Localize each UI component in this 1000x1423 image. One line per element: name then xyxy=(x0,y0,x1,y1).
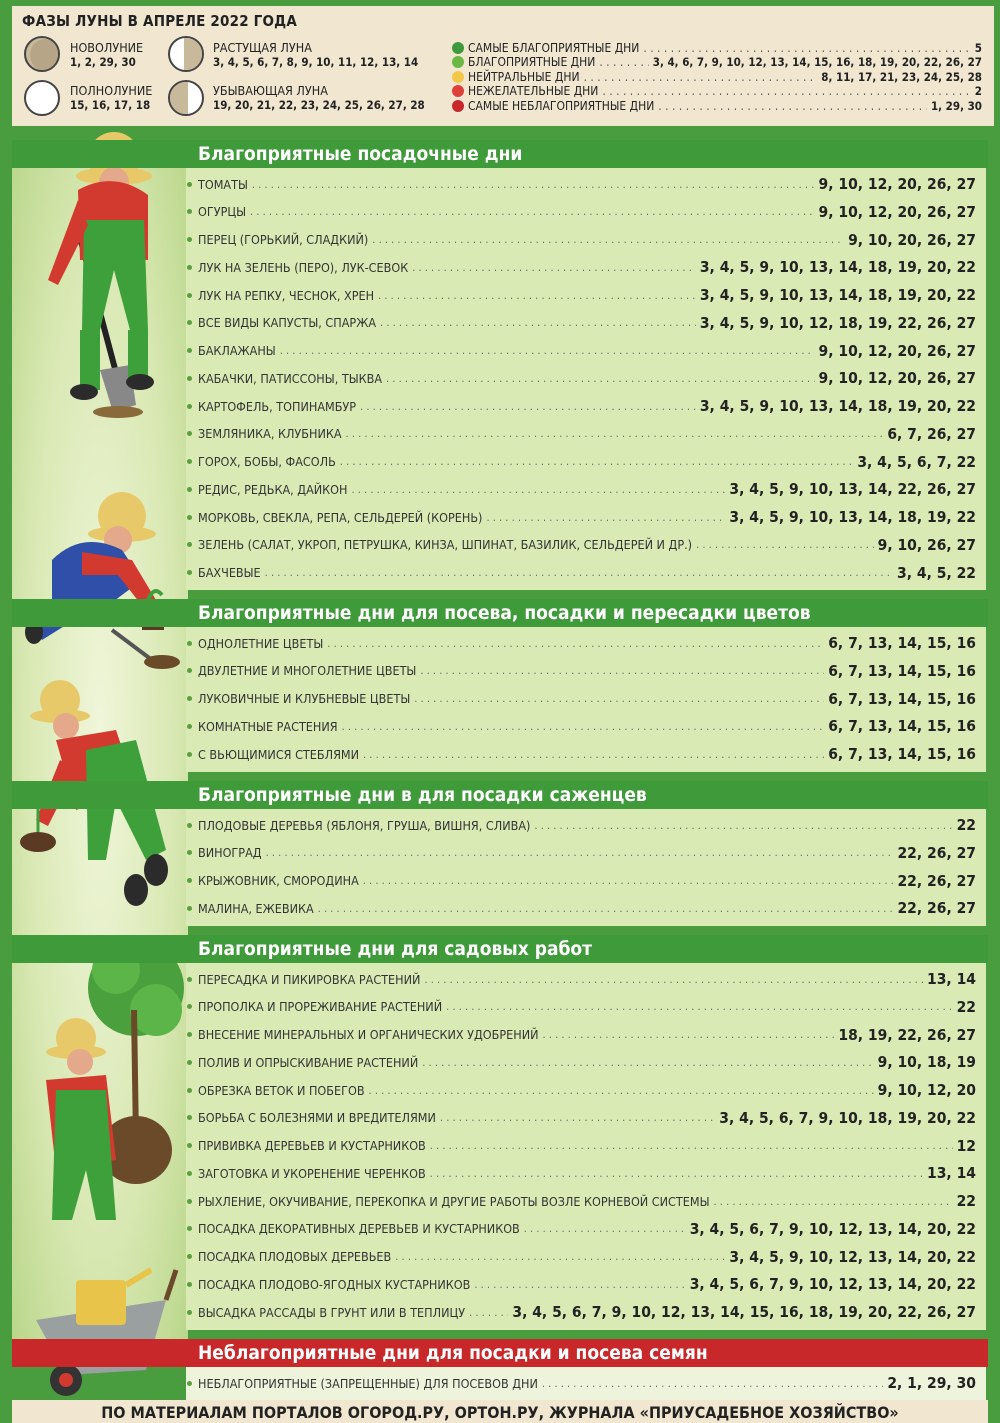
leader-dots xyxy=(543,1028,835,1041)
item-label: ПЛОДОВЫЕ ДЕРЕВЬЯ (ЯБЛОНЯ, ГРУША, ВИШНЯ, СЛИВА) xyxy=(198,817,531,833)
legend-value: 8, 11, 17, 21, 23, 24, 25, 28 xyxy=(821,69,982,84)
legend-value: 5 xyxy=(974,40,982,55)
gardener-planting-illustration xyxy=(22,490,187,680)
item-label: ВНЕСЕНИЕ МИНЕРАЛЬНЫХ И ОРГАНИЧЕСКИХ УДОБРЕНИЙ xyxy=(198,1027,539,1042)
bullet-icon xyxy=(187,1004,192,1009)
legend-value: 2 xyxy=(974,84,982,98)
list-item xyxy=(186,1104,976,1132)
item-days: 6, 7, 13, 14, 15, 16 xyxy=(828,634,976,652)
item-days: 3, 4, 5, 22 xyxy=(897,563,976,582)
legend-dot-icon xyxy=(452,42,464,54)
item-label: ДВУЛЕТНИЕ И МНОГОЛЕТНИЕ ЦВЕТЫ xyxy=(198,663,417,679)
legend-dot-icon xyxy=(452,71,464,83)
leader-dots xyxy=(424,973,923,986)
list-item xyxy=(186,475,976,503)
bullet-icon xyxy=(187,641,192,646)
list-item xyxy=(186,198,976,226)
list-item xyxy=(186,448,976,476)
list-item xyxy=(186,1132,976,1160)
illustration-panel xyxy=(12,140,188,1340)
phase-name: РАСТУЩАЯ ЛУНА xyxy=(213,40,312,55)
bullet-icon xyxy=(187,1088,192,1093)
item-days: 3, 4, 5, 6, 7, 9, 10, 12, 13, 14, 15, 16, 18, 19, 20, 22, 26, 27 xyxy=(512,1303,976,1321)
item-days: 3, 4, 5, 9, 10, 13, 14, 18, 19, 20, 22 xyxy=(699,397,976,415)
item-days: 3, 4, 5, 6, 7, 9, 10, 12, 13, 14, 20, 22 xyxy=(689,1275,976,1294)
item-days: 22, 26, 27 xyxy=(897,899,976,918)
bullet-icon xyxy=(187,237,192,242)
bullet-icon xyxy=(187,209,192,214)
legend-dot-icon xyxy=(452,100,464,112)
bullet-icon xyxy=(187,404,192,409)
legend-label: НЕЙТРАЛЬНЫЕ ДНИ xyxy=(468,69,580,84)
leader-dots xyxy=(318,902,894,915)
item-label: ПРОПОЛКА И ПРОРЕЖИВАНИЕ РАСТЕНИЙ xyxy=(198,999,443,1015)
leader-dots xyxy=(643,41,970,55)
bullet-icon xyxy=(187,752,192,757)
section-list xyxy=(186,809,986,926)
list-item xyxy=(186,867,976,895)
section-list xyxy=(186,627,986,772)
item-days: 22 xyxy=(956,816,976,834)
leader-dots xyxy=(252,178,815,191)
item-days: 2, 1, 29, 30 xyxy=(887,1374,976,1392)
item-label: ЗЕЛЕНЬ (САЛАТ, УКРОП, ПЕТРУШКА, КИНЗА, ШПИНАТ, БАЗИЛИК, СЕЛЬДЕРЕЙ И ДР.) xyxy=(198,537,693,553)
item-days: 9, 10, 12, 20, 26, 27 xyxy=(818,369,976,388)
leader-dots xyxy=(599,55,648,69)
section-header xyxy=(12,599,988,627)
leader-dots xyxy=(584,70,818,84)
section-header xyxy=(12,1339,988,1367)
leader-dots xyxy=(430,1167,923,1180)
list-item xyxy=(186,1159,976,1187)
legend-value: 3, 4, 6, 7, 9, 10, 12, 13, 14, 15, 16, 18, 19, 20, 22, 26, 27 xyxy=(652,55,982,69)
item-label: КОМНАТНЫЕ РАСТЕНИЯ xyxy=(198,718,338,734)
legend-label: НЕЖЕЛАТЕЛЬНЫЕ ДНИ xyxy=(468,84,599,98)
item-label: ОДНОЛЕТНИЕ ЦВЕТЫ xyxy=(198,635,324,651)
leader-dots xyxy=(714,1195,953,1208)
item-days: 3, 4, 5, 6, 7, 9, 10, 18, 19, 20, 22 xyxy=(719,1108,976,1127)
list-item xyxy=(186,1048,976,1076)
leader-dots xyxy=(542,1377,883,1390)
list-item xyxy=(186,1021,976,1049)
leader-dots xyxy=(524,1222,686,1235)
item-days: 3, 4, 5, 9, 10, 12, 13, 14, 20, 22 xyxy=(729,1247,976,1266)
bullet-icon xyxy=(187,265,192,270)
item-label: БАКЛАЖАНЫ xyxy=(198,343,276,358)
leader-dots xyxy=(346,427,884,440)
item-label: ОГУРЦЫ xyxy=(198,204,247,220)
phase-days: 1, 2, 29, 30 xyxy=(70,55,136,69)
full-moon-icon xyxy=(24,80,60,116)
leader-dots xyxy=(430,1139,953,1152)
list-item xyxy=(186,364,976,392)
list-item xyxy=(186,392,976,420)
item-days: 6, 7, 13, 14, 15, 16 xyxy=(828,717,976,736)
item-label: ВЫСАДКА РАССАДЫ В ГРУНТ ИЛИ В ТЕПЛИЦУ xyxy=(198,1304,466,1320)
item-label: РЫХЛЕНИЕ, ОКУЧИВАНИЕ, ПЕРЕКОПКА И ДРУГИЕ РАБОТЫ ВОЗЛЕ КОРНЕВОЙ СИСТЕМЫ xyxy=(198,1193,710,1209)
bullet-icon xyxy=(187,696,192,701)
leader-dots xyxy=(474,1278,685,1291)
item-label: ПОСАДКА ПЛОДОВО-ЯГОДНЫХ КУСТАРНИКОВ xyxy=(198,1276,471,1292)
list-item xyxy=(186,965,976,993)
bullet-icon xyxy=(187,668,192,673)
item-label: ПЕРЕСАДКА И ПИКИРОВКА РАСТЕНИЙ xyxy=(198,971,421,987)
list-item xyxy=(186,685,976,713)
section-title: Неблагоприятные дни для посадки и посева семян xyxy=(198,1342,708,1364)
bullet-icon xyxy=(187,1199,192,1204)
phase-new-moon xyxy=(70,40,143,70)
item-days: 13, 14 xyxy=(927,970,976,988)
list-item xyxy=(186,281,976,309)
item-label: ПОСАДКА ПЛОДОВЫХ ДЕРЕВЬЕВ xyxy=(198,1249,392,1264)
bullet-icon xyxy=(187,487,192,492)
item-days: 3, 4, 5, 9, 10, 13, 14, 18, 19, 20, 22 xyxy=(699,258,976,277)
wheelbarrow-illustration xyxy=(26,1240,186,1400)
bullet-icon xyxy=(187,293,192,298)
legend-label: САМЫЕ БЛАГОПРИЯТНЫЕ ДНИ xyxy=(468,40,640,55)
leader-dots xyxy=(440,1111,715,1124)
section-title: Благоприятные дни для посева, посадки и пересадки цветов xyxy=(198,602,811,624)
leader-dots xyxy=(422,1056,873,1069)
item-label: ПРИВИВКА ДЕРЕВЬЕВ И КУСТАРНИКОВ xyxy=(198,1138,426,1153)
list-item xyxy=(186,629,976,657)
phase-full-moon xyxy=(70,83,152,113)
legend-row xyxy=(452,84,982,99)
phase-days: 19, 20, 21, 22, 23, 24, 25, 26, 27, 28 xyxy=(213,98,425,112)
list-item xyxy=(186,531,976,559)
item-days: 3, 4, 5, 9, 10, 13, 14, 18, 19, 22 xyxy=(729,508,976,526)
leader-dots xyxy=(363,874,894,887)
item-days: 3, 4, 5, 6, 7, 9, 10, 12, 13, 14, 20, 22 xyxy=(689,1219,976,1238)
item-label: ЛУКОВИЧНЫЕ И КЛУБНЕВЫЕ ЦВЕТЫ xyxy=(198,691,411,706)
list-item xyxy=(186,1243,976,1271)
item-days: 6, 7, 13, 14, 15, 16 xyxy=(828,745,976,763)
item-days: 13, 14 xyxy=(927,1164,976,1183)
leader-dots xyxy=(602,84,970,98)
section-title: Благоприятные дни в для посадки саженцев xyxy=(198,784,647,806)
section-header xyxy=(12,140,988,168)
legend-dot-icon xyxy=(452,85,464,97)
list-item xyxy=(186,253,976,281)
item-days: 3, 4, 5, 9, 10, 12, 18, 19, 22, 26, 27 xyxy=(699,313,976,332)
bullet-icon xyxy=(187,724,192,729)
item-days: 3, 4, 5, 9, 10, 13, 14, 22, 26, 27 xyxy=(729,480,976,499)
gardener-tree-illustration xyxy=(16,930,186,1230)
leader-dots xyxy=(534,819,952,832)
list-item xyxy=(186,559,976,587)
item-label: ПЕРЕЦ (ГОРЬКИЙ, СЛАДКИЙ) xyxy=(198,232,369,247)
phase-days: 15, 16, 17, 18 xyxy=(70,98,151,112)
header-title: ФАЗЫ ЛУНЫ В АПРЕЛЕ 2022 ГОДА xyxy=(22,12,298,30)
list-item xyxy=(186,657,976,685)
legend-value: 1, 29, 30 xyxy=(930,98,982,113)
list-item xyxy=(186,1076,976,1104)
list-item xyxy=(186,1369,976,1397)
item-days: 9, 10, 12, 20, 26, 27 xyxy=(818,175,976,193)
item-days: 3, 4, 5, 9, 10, 13, 14, 18, 19, 20, 22 xyxy=(699,286,976,304)
item-days: 12 xyxy=(956,1136,976,1155)
leader-dots xyxy=(486,511,725,524)
phase-name: ПОЛНОЛУНИЕ xyxy=(70,83,153,98)
leader-dots xyxy=(342,720,825,733)
bullet-icon xyxy=(187,320,192,325)
legend-label: САМЫЕ НЕБЛАГОПРИЯТНЫЕ ДНИ xyxy=(468,98,655,113)
legend-row xyxy=(452,55,982,70)
list-item xyxy=(186,839,976,867)
bullet-icon xyxy=(187,348,192,353)
item-label: МОРКОВЬ, СВЕКЛА, РЕПА, СЕЛЬДЕРЕЙ (КОРЕНЬ) xyxy=(198,509,483,525)
list-item xyxy=(186,712,976,740)
legend-row xyxy=(452,40,982,55)
item-label: ПОЛИВ И ОПРЫСКИВАНИЕ РАСТЕНИЙ xyxy=(198,1054,419,1070)
footer-source-text: ПО МАТЕРИАЛАМ ПОРТАЛОВ ОГОРОД.РУ, ОРТОН.РУ, ЖУРНАЛА «ПРИУСАДЕБНОЕ ХОЗЯЙСТВО» xyxy=(101,1403,899,1422)
new-moon-icon xyxy=(24,36,60,72)
section-list xyxy=(186,963,986,1330)
bullet-icon xyxy=(187,1171,192,1176)
list-item xyxy=(186,309,976,337)
item-days: 9, 10, 18, 19 xyxy=(877,1053,976,1072)
item-days: 9, 10, 12, 20 xyxy=(877,1081,976,1099)
list-item xyxy=(186,1270,976,1298)
item-days: 18, 19, 22, 26, 27 xyxy=(838,1025,976,1044)
leader-dots xyxy=(378,289,696,302)
item-days: 22, 26, 27 xyxy=(897,871,976,890)
item-label: ЛУК НА РЕПКУ, ЧЕСНОК, ХРЕН xyxy=(198,287,375,303)
section-title: Благоприятные дни для садовых работ xyxy=(198,938,593,960)
legend-row xyxy=(452,98,982,113)
item-label: БАХЧЕВЫЕ xyxy=(198,565,261,580)
bullet-icon xyxy=(187,431,192,436)
leader-dots xyxy=(250,205,815,218)
item-days: 9, 10, 20, 26, 27 xyxy=(848,230,976,249)
item-label: ТОМАТЫ xyxy=(198,176,248,192)
leader-dots xyxy=(340,455,854,468)
section-title: Благоприятные посадочные дни xyxy=(198,143,523,165)
list-item xyxy=(186,1187,976,1215)
list-item xyxy=(186,993,976,1021)
list-item xyxy=(186,420,976,448)
bullet-icon xyxy=(187,1282,192,1287)
bullet-icon xyxy=(187,1032,192,1037)
moon-phase-header xyxy=(12,6,994,126)
bullet-icon xyxy=(187,1115,192,1120)
waxing-moon-icon xyxy=(168,36,204,72)
leader-dots xyxy=(420,664,824,677)
phase-waxing-moon xyxy=(213,40,418,70)
section-list xyxy=(186,1367,986,1401)
legend-dot-icon xyxy=(452,56,464,68)
leader-dots xyxy=(658,99,927,113)
leader-dots xyxy=(414,692,824,705)
legend-row xyxy=(452,69,982,84)
item-label: МАЛИНА, ЕЖЕВИКА xyxy=(198,900,314,916)
bullet-icon xyxy=(187,878,192,883)
leader-dots xyxy=(696,538,874,551)
list-item xyxy=(186,1215,976,1243)
bullet-icon xyxy=(187,542,192,547)
leader-dots xyxy=(369,1084,874,1097)
phase-waning-moon xyxy=(213,83,425,113)
leader-dots xyxy=(386,372,815,385)
section-list xyxy=(186,168,986,590)
item-label: ЗАГОТОВКА И УКОРЕНЕНИЕ ЧЕРЕНКОВ xyxy=(198,1165,426,1181)
bullet-icon xyxy=(187,1310,192,1315)
bullet-icon xyxy=(187,459,192,464)
item-label: ПОСАДКА ДЕКОРАТИВНЫХ ДЕРЕВЬЕВ И КУСТАРНИКОВ xyxy=(198,1221,520,1237)
bullet-icon xyxy=(187,823,192,828)
bullet-icon xyxy=(187,850,192,855)
item-days: 9, 10, 26, 27 xyxy=(877,535,976,554)
item-days: 6, 7, 13, 14, 15, 16 xyxy=(828,661,976,680)
item-days: 6, 7, 13, 14, 15, 16 xyxy=(828,689,976,708)
leader-dots xyxy=(351,483,725,496)
list-item xyxy=(186,503,976,531)
item-label: КАРТОФЕЛЬ, ТОПИНАМБУР xyxy=(198,398,357,414)
bullet-icon xyxy=(187,977,192,982)
bullet-icon xyxy=(187,376,192,381)
leader-dots xyxy=(469,1306,508,1319)
leader-dots xyxy=(446,1000,952,1013)
item-days: 9, 10, 12, 20, 26, 27 xyxy=(818,341,976,360)
item-days: 6, 7, 26, 27 xyxy=(887,424,976,443)
item-label: ГОРОХ, БОБЫ, ФАСОЛЬ xyxy=(198,454,336,469)
leader-dots xyxy=(372,233,844,246)
waning-moon-icon xyxy=(168,80,204,116)
bullet-icon xyxy=(187,182,192,187)
item-days: 22 xyxy=(956,1192,976,1210)
item-label: ЛУК НА ЗЕЛЕНЬ (ПЕРО), ЛУК-СЕВОК xyxy=(198,259,409,275)
leader-dots xyxy=(360,400,696,413)
footer xyxy=(12,1400,988,1423)
list-item xyxy=(186,226,976,254)
bullet-icon xyxy=(187,1060,192,1065)
leader-dots xyxy=(412,261,696,274)
item-label: ЗЕМЛЯНИКА, КЛУБНИКА xyxy=(198,426,342,442)
phase-name: УБЫВАЮЩАЯ ЛУНА xyxy=(213,83,328,98)
legend-label: БЛАГОПРИЯТНЫЕ ДНИ xyxy=(468,55,596,69)
item-label: ОБРЕЗКА ВЕТОК И ПОБЕГОВ xyxy=(198,1082,365,1098)
bullet-icon xyxy=(187,515,192,520)
item-label: С ВЬЮЩИМИСЯ СТЕБЛЯМИ xyxy=(198,746,359,762)
item-days: 9, 10, 12, 20, 26, 27 xyxy=(818,202,976,221)
leader-dots xyxy=(280,344,815,357)
item-days: 22 xyxy=(956,997,976,1016)
leader-dots xyxy=(265,566,893,579)
item-label: НЕБЛАГОПРИЯТНЫЕ (ЗАПРЕЩЕННЫЕ) ДЛЯ ПОСЕВОВ ДНИ xyxy=(198,1375,538,1391)
item-label: КАБАЧКИ, ПАТИССОНЫ, ТЫКВА xyxy=(198,370,383,386)
leader-dots xyxy=(363,748,824,761)
phase-name: НОВОЛУНИЕ xyxy=(70,40,144,55)
list-item xyxy=(186,894,976,922)
bullet-icon xyxy=(187,1254,192,1259)
phase-days: 3, 4, 5, 6, 7, 8, 9, 10, 11, 12, 13, 14 xyxy=(213,55,419,69)
item-label: КРЫЖОВНИК, СМОРОДИНА xyxy=(198,873,359,888)
section-header xyxy=(12,935,988,963)
item-label: ВСЕ ВИДЫ КАПУСТЫ, СПАРЖА xyxy=(198,315,377,331)
item-label: БОРЬБА С БОЛЕЗНЯМИ И ВРЕДИТЕЛЯМИ xyxy=(198,1110,436,1126)
list-item xyxy=(186,740,976,768)
list-item xyxy=(186,337,976,365)
section-header xyxy=(12,781,988,809)
item-days: 3, 4, 5, 6, 7, 22 xyxy=(857,452,976,471)
list-item xyxy=(186,811,976,839)
leader-dots xyxy=(266,846,894,859)
leader-dots xyxy=(380,316,696,329)
item-days: 22, 26, 27 xyxy=(897,843,976,862)
bullet-icon xyxy=(187,570,192,575)
list-item xyxy=(186,170,976,198)
bullet-icon xyxy=(187,1226,192,1231)
list-item xyxy=(186,1298,976,1326)
bullet-icon xyxy=(187,906,192,911)
gardener-digging-illustration xyxy=(18,130,168,430)
leader-dots xyxy=(395,1250,725,1263)
bullet-icon xyxy=(187,1143,192,1148)
item-label: РЕДИС, РЕДЬКА, ДАЙКОН xyxy=(198,481,348,497)
bullet-icon xyxy=(187,1381,192,1386)
leader-dots xyxy=(327,637,824,650)
item-label: ВИНОГРАД xyxy=(198,845,262,861)
